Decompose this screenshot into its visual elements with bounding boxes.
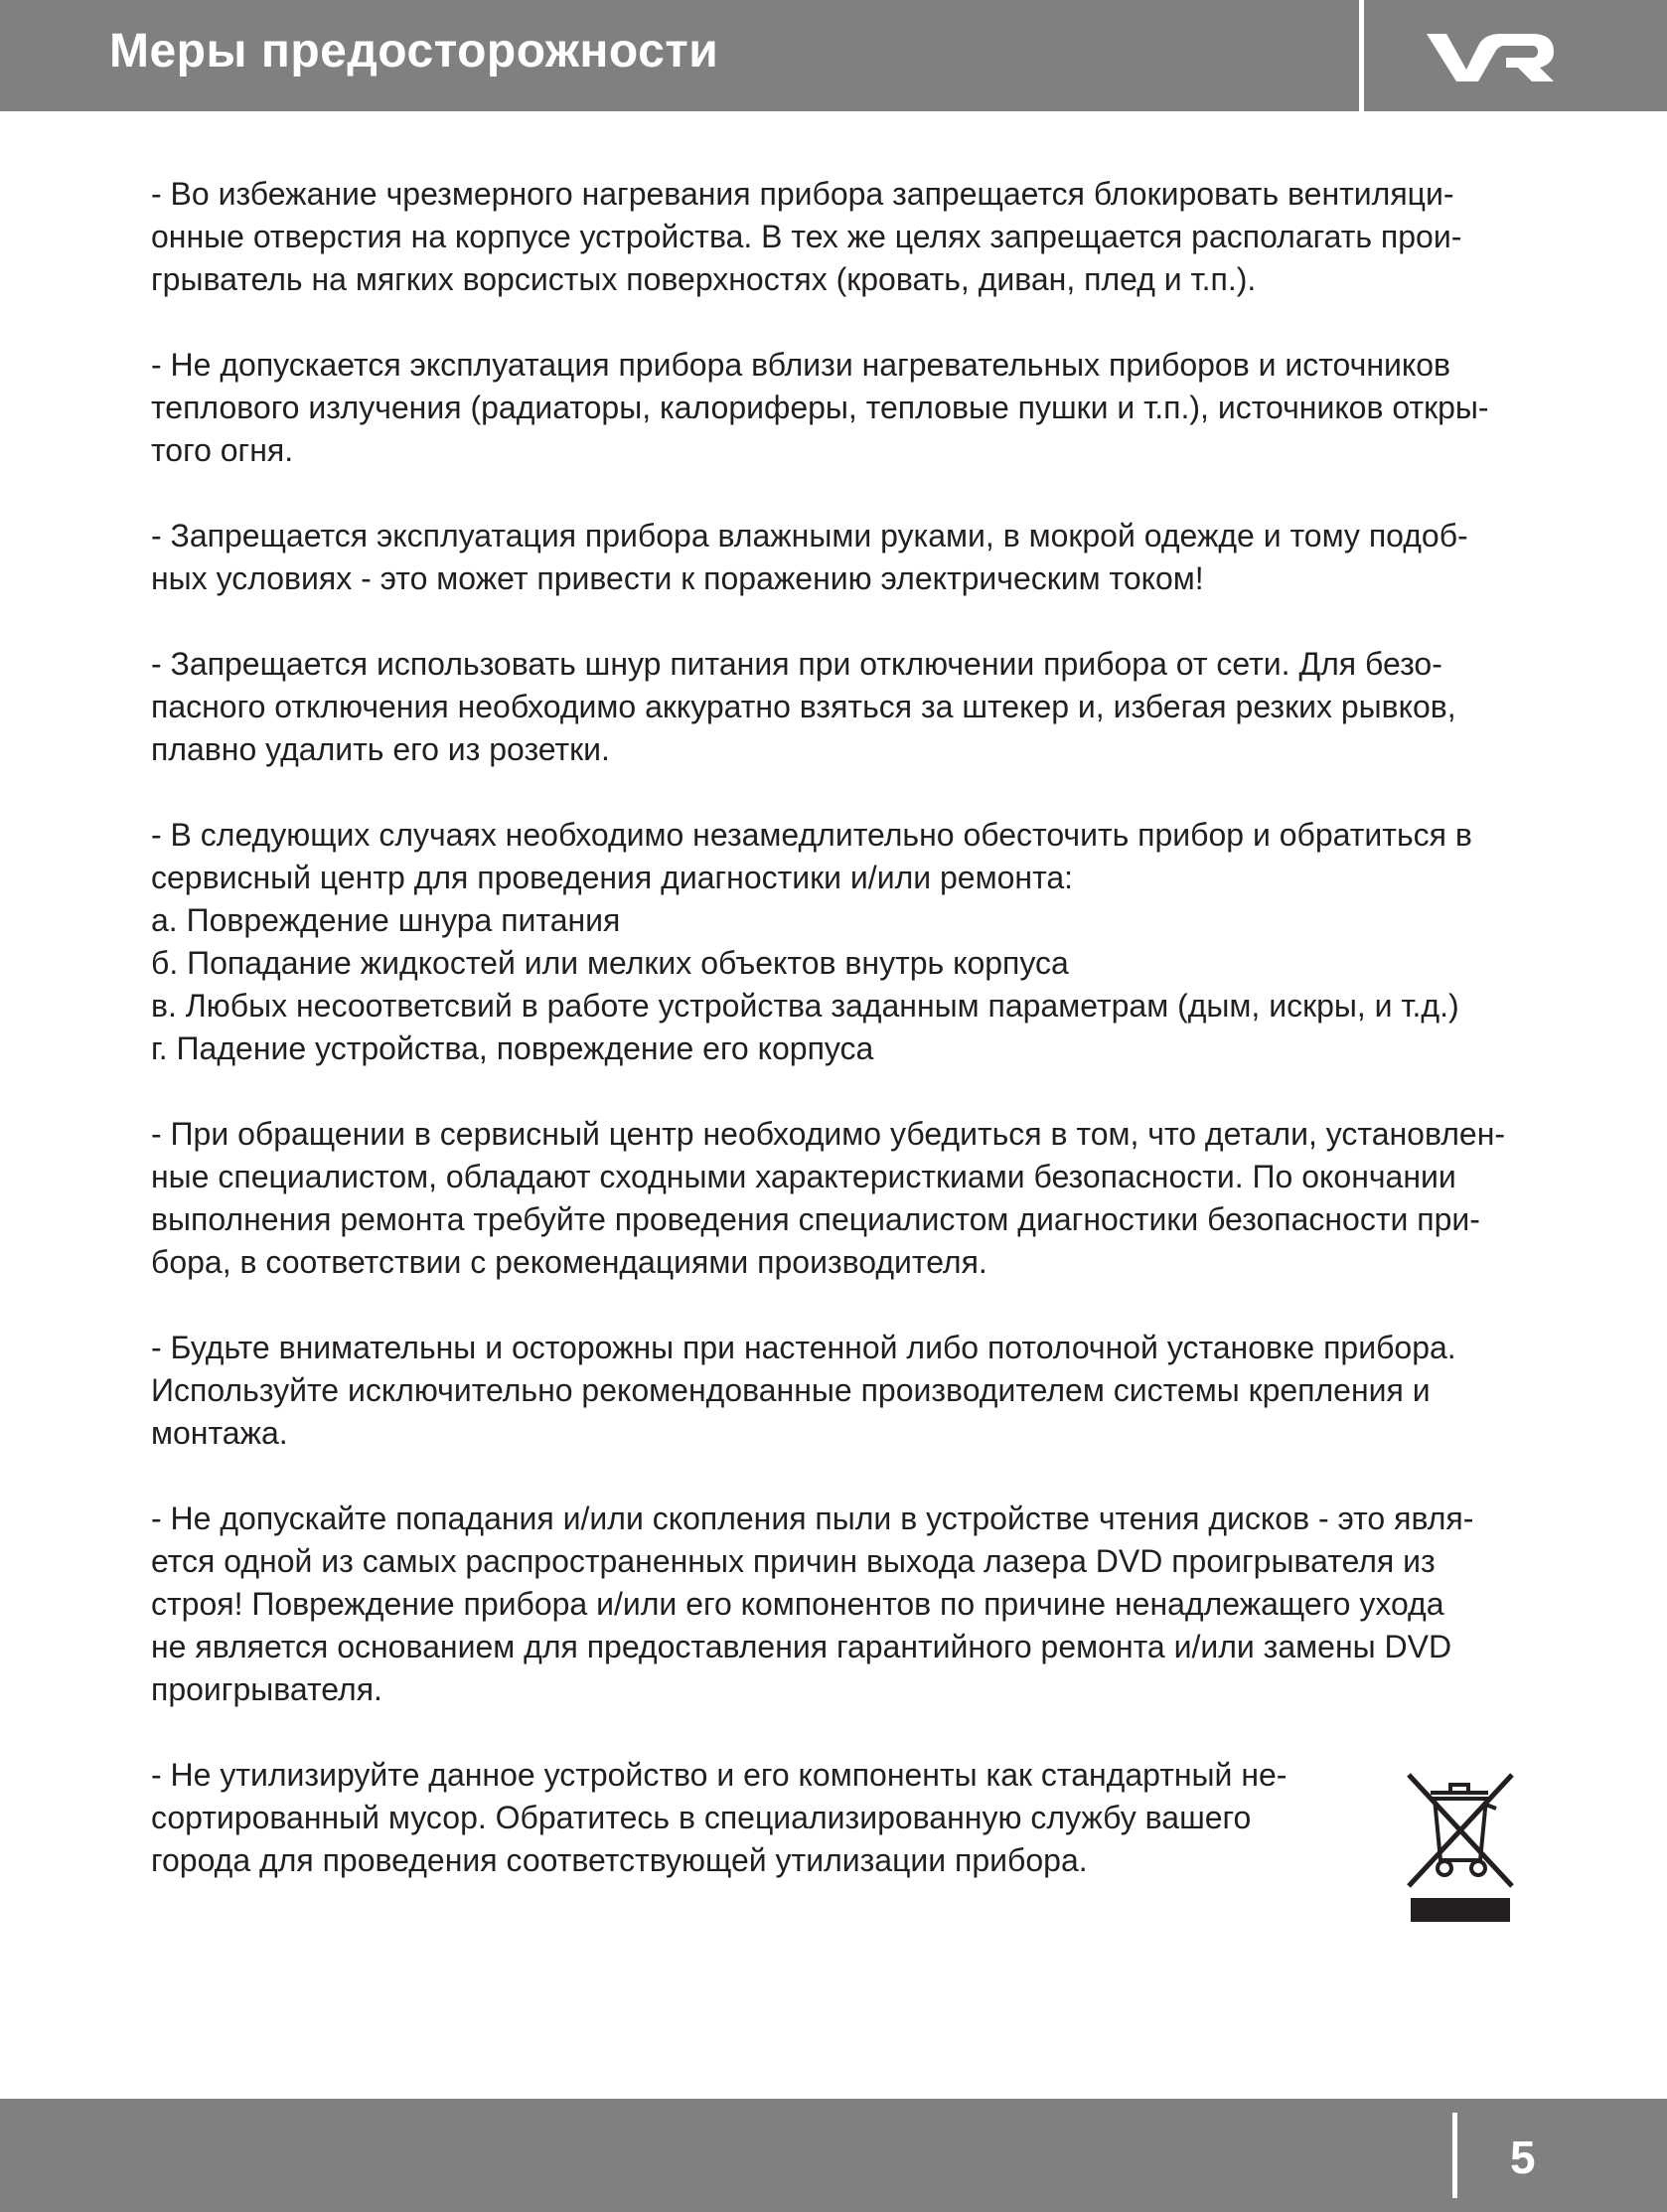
paragraph-wet-hands <box>151 515 1562 600</box>
text-line: ется одной из самых распространенных причин выхода лазера DVD проигрывателя из <box>151 1543 1436 1579</box>
paragraph-ventilation <box>151 173 1562 301</box>
text-line: сортированный мусор. Обратитесь в специализированную службу вашего <box>151 1800 1252 1835</box>
text-line: сервисный центр для проведения диагностики и/или ремонта: <box>151 860 1074 895</box>
text-line: монтажа. <box>151 1415 288 1451</box>
text-line: строя! Повреждение прибора и/или его компонентов по причине ненадлежащего ухода <box>151 1586 1444 1622</box>
text-line: - Будьте внимательны и осторожны при настенной либо потолочной установке прибора. <box>151 1330 1456 1365</box>
page-title: Меры предосторожности <box>109 25 719 78</box>
page-number: 5 <box>1510 2132 1536 2183</box>
list-item: г. Падение устройства, повреждение его корпуса <box>151 1030 874 1066</box>
text-line: проигрывателя. <box>151 1671 382 1707</box>
text-line: - В следующих случаях необходимо незамедлительно обесточить прибор и обратиться в <box>151 817 1472 853</box>
text-line: бора, в соответствии с рекомендациями производителя. <box>151 1244 987 1280</box>
text-line: - Во избежание чрезмерного нагревания прибора запрещается блокировать вентиляци- <box>151 176 1454 212</box>
page-footer <box>0 2099 1667 2212</box>
text-line: грыватель на мягких ворсистых поверхностях (кровать, диван, плед и т.п.). <box>151 261 1257 297</box>
list-item: б. Попадание жидкостей или мелких объектов внутрь корпуса <box>151 945 1069 981</box>
list-item: а. Повреждение шнура питания <box>151 902 621 938</box>
text-line: того огня. <box>151 432 294 468</box>
paragraph-power-cord <box>151 643 1562 771</box>
text-line: выполнения ремонта требуйте проведения специалистом диагностики безопасности при- <box>151 1201 1480 1237</box>
crossed-out-wheelie-bin-icon <box>1401 1765 1520 1924</box>
document-body <box>151 173 1562 1925</box>
paragraph-service-cases <box>151 814 1562 1070</box>
paragraph-disposal <box>151 1754 1343 1882</box>
paragraph-mounting <box>151 1327 1562 1455</box>
text-line: города для проведения соответствующей утилизации прибора. <box>151 1842 1088 1878</box>
text-line: теплового излучения (радиаторы, калориферы, тепловые пушки и т.п.), источников откры- <box>151 390 1489 425</box>
page-header <box>0 0 1667 111</box>
text-line: - Не допускается эксплуатация прибора вблизи нагревательных приборов и источников <box>151 347 1451 383</box>
list-item: в. Любых несоответсвий в работе устройства заданным параметрам (дым, искры, и т.д.) <box>151 988 1459 1024</box>
text-line: онные отверстия на корпусе устройства. В тех же целях запрещается располагать прои- <box>151 219 1462 254</box>
text-line: - Не утилизируйте данное устройство и его компоненты как стандартный не- <box>151 1757 1288 1793</box>
text-line: - При обращении в сервисный центр необходимо убедиться в том, что детали, установлен- <box>151 1116 1506 1152</box>
header-divider <box>1359 0 1364 111</box>
text-line: пасного отключения необходимо аккуратно взяться за штекер и, избегая резких рывков, <box>151 689 1456 724</box>
vr-logo-icon <box>1421 18 1560 95</box>
text-line: - Не допускайте попадания и/или скопления пыли в устройстве чтения дисков - это явля- <box>151 1501 1474 1536</box>
paragraph-service-center <box>151 1113 1562 1284</box>
text-line: ных условиях - это может привести к поражению электрическим током! <box>151 560 1204 596</box>
text-line: плавно удалить его из розетки. <box>151 731 610 767</box>
text-line: ные специалистом, обладают сходными характеристкиами безопасности. По окончании <box>151 1159 1456 1194</box>
paragraph-heat-sources <box>151 344 1562 472</box>
text-line: Используйте исключительно рекомендованные производителем системы крепления и <box>151 1372 1431 1408</box>
text-line: - Запрещается использовать шнур питания при отключении прибора от сети. Для безо- <box>151 646 1442 682</box>
footer-divider <box>1452 2113 1457 2198</box>
text-line: - Запрещается эксплуатация прибора влажными руками, в мокрой одежде и тому подоб- <box>151 518 1468 553</box>
text-line: не является основанием для предоставления гарантийного ремонта и/или замены DVD <box>151 1629 1452 1664</box>
paragraph-dust <box>151 1498 1562 1711</box>
